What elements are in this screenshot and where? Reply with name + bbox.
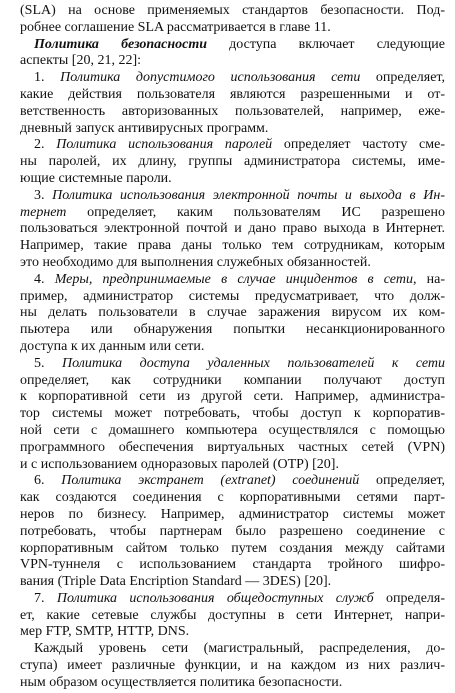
text-line: дневный запуск антивирусных программ. <box>20 120 269 136</box>
text-line <box>20 37 445 54</box>
item-title: Меры, предпринимаемые в случае инцидентов в сети <box>54 271 413 287</box>
text-line: программного обеспечения виртуальных частных сетей (VPN) <box>20 439 445 455</box>
text-line: это необходимо для выполнения служебных обязанностей. <box>20 254 371 270</box>
text-line: определяет, как сотрудники компании получают доступ <box>20 372 445 388</box>
text-line: пример, администратор системы предусматривает, что долж- <box>20 288 445 304</box>
text-line: доступа к их данным или сети. <box>20 338 205 354</box>
item-title-cont: тернет <box>20 204 67 220</box>
list-item-heading <box>20 272 445 289</box>
text-line: неров по бизнесу. Например, администратор системы может <box>20 506 445 522</box>
text-line: мер FTP, SMTP, HTTP, DNS. <box>20 624 190 640</box>
list-item-heading <box>20 188 445 205</box>
item-title: Политика доступа удаленных пользователей к сети <box>61 355 445 371</box>
text-span: определяет, <box>359 473 445 489</box>
policy-term: Политика безопасности <box>34 36 208 52</box>
item-title: Политика использования электронной почты и выхода в Ин- <box>52 187 445 203</box>
item-number: 4. <box>34 271 55 287</box>
text-line: какие действия пользователя являются разрешенными и от- <box>20 86 445 102</box>
text-span: доступа включает следующие <box>207 36 445 52</box>
item-title: Политика допустимого использования сети <box>60 70 361 86</box>
text-line: Например, такие права даны только тем сотрудникам, которым <box>20 238 445 254</box>
item-number: 1. <box>34 70 61 86</box>
text-line: вания (Triple Data Encription Standard — 3DES) [20]. <box>20 574 332 590</box>
list-item-heading <box>20 591 445 608</box>
text-line: потребовать, чтобы партнерам было разрешено соединение с <box>20 523 445 539</box>
text-span: определяет частоту сме- <box>272 137 445 153</box>
text-line: ветственность авторизованных пользователей, например, еже- <box>20 103 445 119</box>
text-line: и с использованием одноразовых паролей (ОТР) [20]. <box>20 456 339 472</box>
item-title: Политика экстранет (extranet) соединений <box>61 473 360 489</box>
text-span: определяет, каким пользователям ИС разрешено <box>66 204 445 220</box>
text-line: аспекты [20, 21, 22]: <box>20 53 141 69</box>
list-item-heading <box>20 473 445 490</box>
list-item-heading <box>20 70 445 87</box>
text-line: робнее соглашение SLA рассматривается в главе 11. <box>20 19 331 35</box>
text-line: VPN-туннеля с использованием стандарта тройного шифро- <box>20 557 445 573</box>
text-line: ступа) имеет различные функции, и на каждом из них различ- <box>20 658 445 674</box>
item-number: 6. <box>34 473 62 489</box>
item-number: 3. <box>34 187 53 203</box>
text-line: пьютера или обнаружения попытки несанкционированного <box>20 322 445 338</box>
text-line: ет, какие сетевые службы доступны в сети Интернет, напри- <box>20 607 445 623</box>
text-line: ны паролей, их длину, группы администратора системы, име- <box>20 154 445 170</box>
item-number: 5. <box>34 355 62 371</box>
text-line: тор системы может потребовать, чтобы доступ к корпоратив- <box>20 406 445 422</box>
text-line: как создаются соединения с корпоративными сетями парт- <box>20 490 445 506</box>
text-span: , на- <box>412 271 445 287</box>
item-number: 7. <box>34 590 57 606</box>
text-line: корпоративным сайтом только путем создания между сайтами <box>20 540 445 556</box>
text-line: ным образом осуществляется политика безопасности. <box>20 674 343 690</box>
text-line: ной сети с домашнего компьютера осуществлялся с помощью <box>20 422 445 438</box>
text-line: ны делать пользователи в случае заражения вирусом их ком- <box>20 305 445 321</box>
item-title: Политика использования общедоступных служб <box>56 590 374 606</box>
list-item-heading <box>20 137 445 154</box>
text-span: определяет, <box>360 70 445 86</box>
text-line: ющие системные пароли. <box>20 170 172 186</box>
text-line: Каждый уровень сети (магистральный, распределения, до- <box>34 641 445 657</box>
text-line <box>20 205 445 222</box>
list-item-heading <box>20 356 445 373</box>
text-line: к корпоративной сети из другой сети. Например, администра- <box>20 389 445 405</box>
item-number: 2. <box>34 137 57 153</box>
text-line: (SLA) на основе применяемых стандартов безопасности. Под- <box>20 3 445 18</box>
document-page <box>20 3 445 692</box>
text-line: пользоваться электронной почтой и дано право выхода в Интернет. <box>20 221 445 237</box>
text-span: определя- <box>373 590 445 606</box>
item-title: Политика использования паролей <box>56 137 273 153</box>
